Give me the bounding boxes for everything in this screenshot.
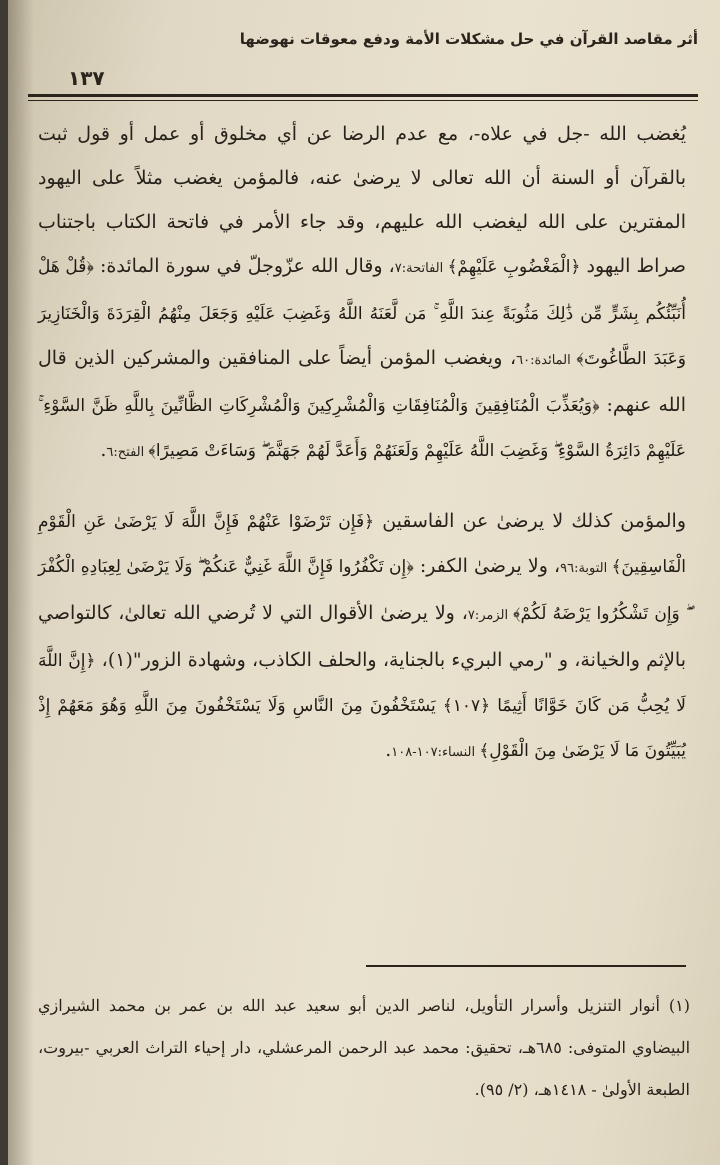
running-head: أثر مقاصد القرآن في حل مشكلات الأمة ودفع معوقات نهوضها [239,30,698,48]
text-run: . [385,739,392,761]
footnote-separator [366,965,686,967]
footnote-text: (١) أنوار التنزيل وأسرار التأويل، لناصر الدين أبو سعيد عبد الله بن عمر بن محمد الشيرازي البيضاوي المتوفى: ٦٨٥هـ، تحقيق: محمد عبد الرحمن المرعشلي، دار إحياء التراث العربي -بيروت، الطبعة الأولىٰ - ١٤١٨هـ، (٢/ ٩٥). [38,996,691,1099]
verse-reference: المائدة:٦٠ [516,353,577,368]
quran-quote: ﴿الْمَغْضُوبِ عَلَيْهِمْ﴾ [447,257,581,277]
header-rule-thick [28,94,698,97]
text-run: . [100,439,107,461]
verse-reference: الفتح:٦ [106,445,149,460]
quran-quote: ﴿إِنَّ اللَّهَ لَا يُحِبُّ مَن كَانَ خَوَّانًا أَثِيمًا ﴿١٠٧﴾ يَسْتَخْفُونَ مِنَ النَّاسِ وَلَا يَسْتَخْفُونَ مِنَ اللَّهِ وَهُوَ مَعَهُمْ إِذْ يُبَيِّتُونَ مَا لَا يَرْضَىٰ مِنَ الْقَوْلِ﴾ [38,651,686,761]
book-page [8,0,720,1165]
text-run: ، ولا يرضىٰ الكفر: [413,555,561,577]
verse-reference: التوبة:٩٦ [560,561,612,576]
gutter-shadow [8,0,34,1165]
text-run: ، ويغضب المؤمن أيضاً على المنافقين والمشركين الذين قال الله عنهم: [38,347,686,416]
main-text [38,112,686,775]
paragraph-2 [38,499,686,775]
page-number: ١٣٧ [68,66,105,90]
text-run: والمؤمن كذلك لا يرضىٰ عن الفاسقين [374,510,686,532]
quran-quote: ﴿إِن تَكْفُرُوا فَإِنَّ اللَّهَ غَنِيٌّ عَنكُمْ ۖ وَلَا يَرْضَىٰ لِعِبَادِهِ الْكُفْرَ ۖ وَإِن تَشْكُرُوا يَرْضَهُ لَكُمْ﴾ [38,557,686,624]
verse-reference: النساء:١٠٧-١٠٨ [391,745,480,760]
footnote [38,985,690,1111]
quran-quote: ﴿فَإِن تَرْضَوْا عَنْهُمْ فَإِنَّ اللَّهَ لَا يَرْضَىٰ عَنِ الْقَوْمِ الْفَاسِقِينَ﴾ [38,512,686,577]
page-header [28,20,698,100]
paragraph-1 [38,112,686,475]
header-rule-thin [28,100,698,101]
verse-reference: الفاتحة:٧ [394,261,448,276]
quran-quote: ﴿قُلْ هَلْ أُنَبِّئُكُم بِشَرٍّ مِّن ذَٰلِكَ مَثُوبَةً عِندَ اللَّهِ ۚ مَن لَّعَنَهُ اللَّهُ وَغَضِبَ عَلَيْهِ وَجَعَلَ مِنْهُمُ الْقِرَدَةَ وَالْخَنَازِيرَ وَعَبَدَ الطَّاغُوتَ﴾ [38,257,686,369]
verse-reference: الزمر:٧ [467,608,514,623]
text-run: يُغضب الله -جل في علاه-، مع عدم الرضا عن أي مخلوق أو عمل أو قول ثبت بالقرآن أو السنة أن الله تعالى لا يرضىٰ عنه، فالمؤمن يغضب مثلاً على اليهود المفترين على الله ليغضب الله عليهم، وقد جاء الأمر في فاتحة الكتاب باجتناب صراط اليهود [38,123,687,277]
quran-quote: ﴿وَيُعَذِّبَ الْمُنَافِقِينَ وَالْمُنَافِقَاتِ وَالْمُشْرِكِينَ وَالْمُشْرِكَاتِ الظَّانِّينَ بِاللَّهِ ظَنَّ السَّوْءِ ۚ عَلَيْهِمْ دَائِرَةُ السَّوْءِ ۖ وَغَضِبَ اللَّهُ عَلَيْهِمْ وَلَعَنَهُمْ وَأَعَدَّ لَهُمْ جَهَنَّمَ ۖ وَسَاءَتْ مَصِيرًا﴾ [38,396,686,461]
text-run: ، وقال الله عزّوجلّ في سورة المائدة: [93,255,395,277]
text-run: ، ولا يرضىٰ الأقوال التي لا تُرضي الله تعالىٰ، كالتواصي بالإثم والخيانة، و "رمي البريء بالجناية، والحلف الكاذب، وشهادة الزور"(١)، [38,602,687,671]
